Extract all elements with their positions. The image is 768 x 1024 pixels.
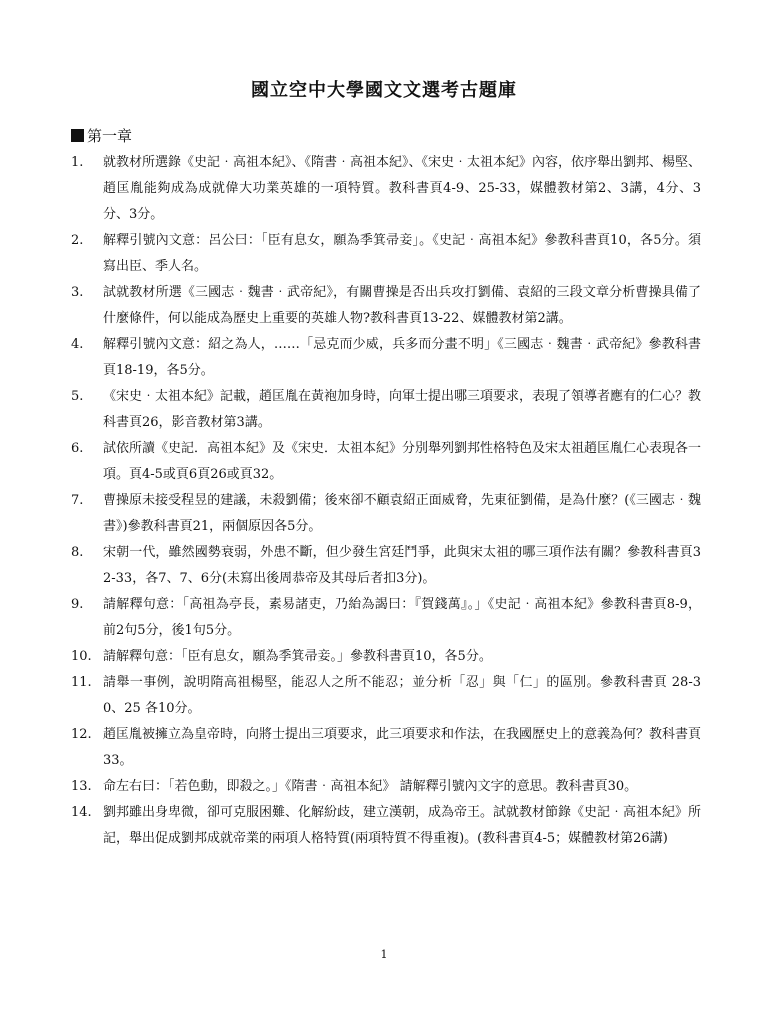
question-item: [71, 436, 701, 488]
question-text: 解釋引號內文意：紹之為人，……「忌克而少威，兵多而分畫不明」《三國志‧魏書‧武帝紀》參教科書頁18-19，各5分。: [103, 337, 701, 378]
question-text: 試就教材所選《三國志‧魏書‧武帝紀》，有關曹操是否出兵攻打劉備、袁紹的三段文章分析曹操具備了什麼條件，何以能成為歷史上重要的英雄人物?教科書頁13-22、媒體教材第2講。: [103, 285, 701, 326]
chapter-heading: [71, 125, 132, 146]
question-item: [71, 722, 701, 774]
question-item: [71, 332, 701, 384]
question-text: 試依所讀《史記．高祖本紀》及《宋史．太祖本紀》分別舉列劉邦性格特色及宋太祖趙匡胤仁心表現各一項。頁4-5或頁6頁26或頁32。: [103, 441, 702, 482]
question-list: [71, 150, 701, 852]
question-number: 7.: [71, 493, 84, 508]
question-text: 趙匡胤被擁立為皇帝時，向將士提出三項要求，此三項要求和作法，在我國歷史上的意義為何？教科書頁33。: [103, 727, 702, 768]
question-number: 14.: [71, 805, 92, 820]
question-text: 《宋史‧太祖本紀》記載，趙匡胤在黃袍加身時，向軍士提出哪三項要求，表現了領導者應有的仁心？教科書頁26，影音教材第3講。: [103, 389, 702, 430]
question-item: [71, 150, 701, 228]
question-number: 8.: [71, 545, 84, 560]
question-number: 1.: [71, 155, 84, 170]
question-item: [71, 800, 701, 852]
question-item: [71, 774, 701, 800]
question-text: 命左右曰：「若色動，即殺之。」《隋書‧高祖本紀》 請解釋引號內文字的意思。教科書頁30。: [103, 779, 638, 794]
question-item: [71, 280, 701, 332]
question-item: [71, 670, 701, 722]
question-text: 劉邦雖出身卑微，卻可克服困難、化解紛歧，建立漢朝，成為帝王。試就教材節錄《史記‧高祖本紀》所記，舉出促成劉邦成就帝業的兩項人格特質(兩項特質不得重複)。(教科書頁4-5；媒體教材第26講): [103, 805, 702, 846]
question-number: 2.: [71, 233, 84, 248]
question-item: [71, 644, 701, 670]
question-item: [71, 384, 701, 436]
chapter-heading-label: 第一章: [87, 127, 133, 145]
question-text: 請解釋句意：「臣有息女，願為季箕帚妾。」參教科書頁10，各5分。: [103, 649, 492, 664]
question-number: 5.: [71, 389, 84, 404]
question-item: [71, 540, 701, 592]
question-number: 9.: [71, 597, 84, 612]
question-number: 10.: [71, 649, 92, 664]
question-text: 請舉一事例，說明隋高祖楊堅，能忍人之所不能忍；並分析「忍」與「仁」的區別。參教科書頁 28-30、25 各10分。: [103, 675, 701, 716]
question-text: 請解釋句意：「高祖為亭長，素易諸吏，乃紿為謁曰：『賀錢萬』。」《史記‧高祖本紀》參教科書頁8-9，前2句5分，後1句5分。: [103, 597, 701, 638]
black-square-icon: [71, 129, 84, 142]
question-number: 4.: [71, 337, 84, 352]
question-number: 12.: [71, 727, 92, 742]
question-item: [71, 228, 701, 280]
question-text: 宋朝一代，雖然國勢衰弱，外患不斷，但少發生宮廷鬥爭，此與宋太祖的哪三項作法有關？參教科書頁32-33，各7、7、6分(未寫出後周恭帝及其母后者扣3分)。: [103, 545, 701, 586]
question-text: 就教材所選錄《史記‧高祖本紀》、《隋書‧高祖本紀》、《宋史‧太祖本紀》內容，依序舉出劉邦、楊堅、趙匡胤能夠成為成就偉大功業英雄的一項特質。教科書頁4-9、25-33，媒體教材第2、3講，4分、3分、3分。: [103, 155, 702, 222]
question-number: 6.: [71, 441, 84, 456]
question-text: 解釋引號內文意：呂公曰：「臣有息女，願為季箕帚妾」。《史記‧高祖本紀》參教科書頁10，各5分。須寫出臣、季人名。: [103, 233, 701, 274]
question-item: [71, 592, 701, 644]
question-number: 3.: [71, 285, 84, 300]
question-number: 11.: [71, 675, 92, 690]
document-title: 國立空中大學國文文選考古題庫: [251, 80, 517, 101]
question-number: 13.: [71, 779, 92, 794]
question-text: 曹操原未接受程昱的建議，未殺劉備；後來卻不顧袁紹正面威脅，先東征劉備，是為什麼？(《三國志‧魏書》)參教科書頁21，兩個原因各5分。: [103, 493, 701, 534]
question-item: [71, 488, 701, 540]
page-number: 1: [380, 948, 388, 961]
